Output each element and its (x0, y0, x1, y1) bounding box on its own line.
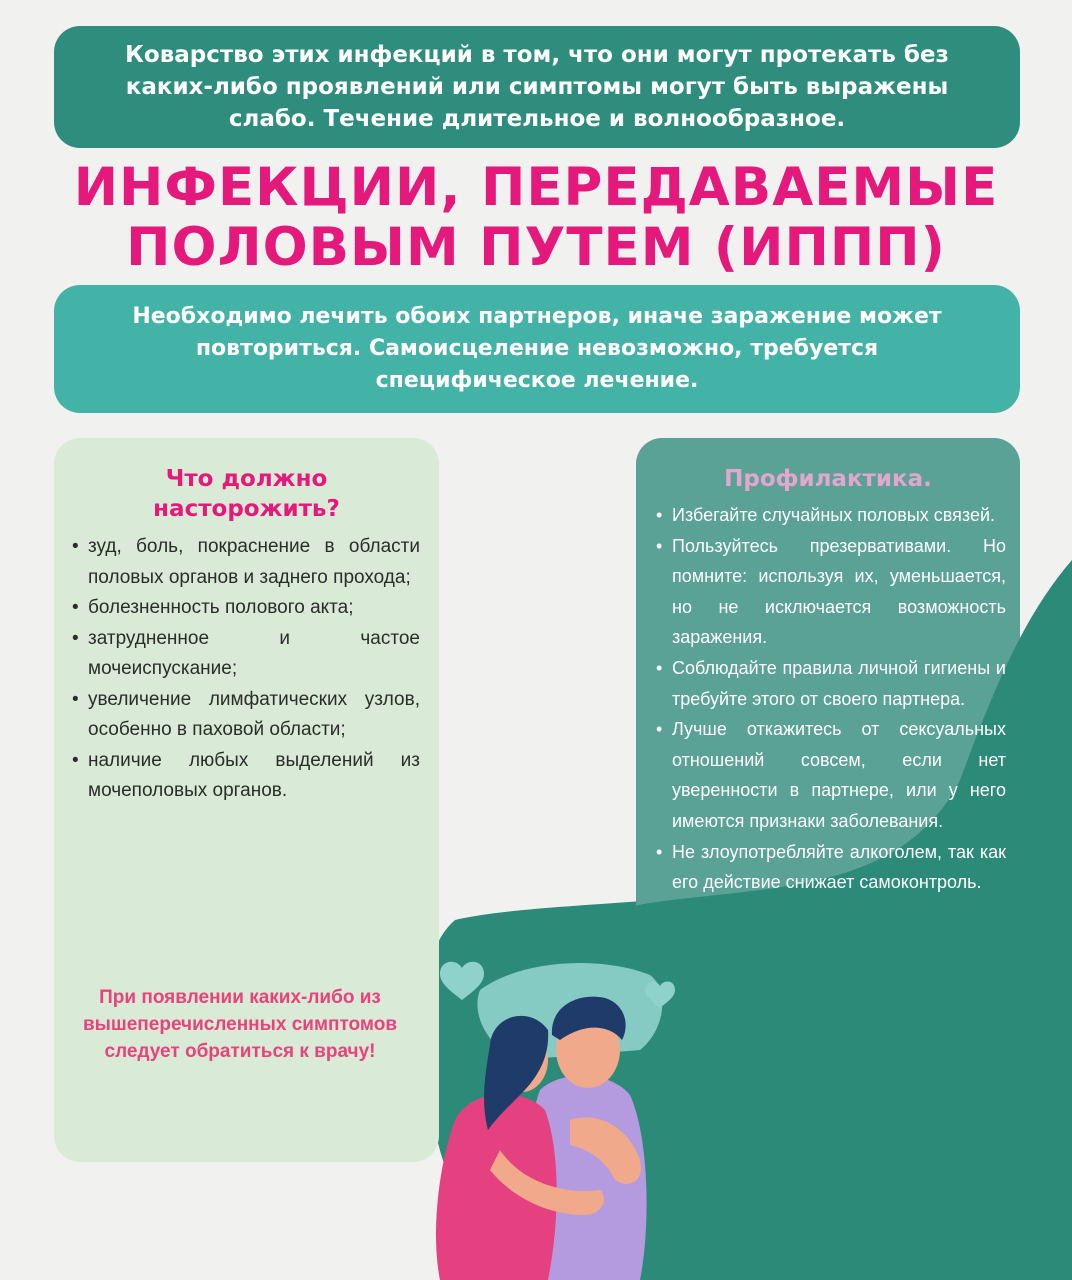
title-line-2: ПОЛОВЫМ ПУТЕМ (ИППП) (126, 217, 946, 278)
prevention-heading: Профилактика. (724, 466, 932, 492)
list-item: • Избегайте случайных половых связей. (654, 500, 1006, 531)
intro-text: Коварство этих инфекций в том, что они могут протекать без каких-либо проявлений или симптомы могут быть выражены слабо. Течение длительное и волнообразное. (125, 42, 949, 132)
symptoms-heading-line-1: Что должно (165, 466, 328, 492)
list-item: • затрудненное и частое мочеиспускание; (70, 624, 420, 685)
list-item: • Лучше откажитесь от сексуальных отношений совсем, если нет уверенности в партнере, или у него имеются признаки заболевания. (654, 714, 1006, 836)
list-item: • увеличение лимфатических узлов, особенно в паховой области; (70, 685, 420, 746)
list-item: • Не злоупотребляйте алкоголем, так как его действие снижает самоконтроль. (654, 837, 1006, 898)
doctor-warning: При появлении каких-либо из вышеперечисленных симптомов следует обратиться к врачу! (82, 987, 398, 1062)
list-item: • болезненность полового акта; (70, 593, 420, 624)
list-item: • Соблюдайте правила личной гигиены и требуйте этого от своего партнера. (654, 653, 1006, 714)
list-item: • зуд, боль, покраснение в области половых органов и заднего прохода; (70, 532, 420, 593)
list-item: • Пользуйтесь презервативами. Но помните: используя их, уменьшается, но не исключается возможность заражения. (654, 531, 1006, 653)
title-line-1: ИНФЕКЦИИ, ПЕРЕДАВАЕМЫЕ (73, 157, 999, 218)
symptoms-heading-line-2: насторожить? (153, 496, 340, 522)
heart-icon (440, 962, 484, 1000)
list-item: • наличие любых выделений из мочеполовых органов. (70, 746, 420, 807)
treatment-text: Необходимо лечить обоих партнеров, иначе заражение может повториться. Самоисцеление невозможно, требуется специфическое лечение. (132, 304, 942, 393)
